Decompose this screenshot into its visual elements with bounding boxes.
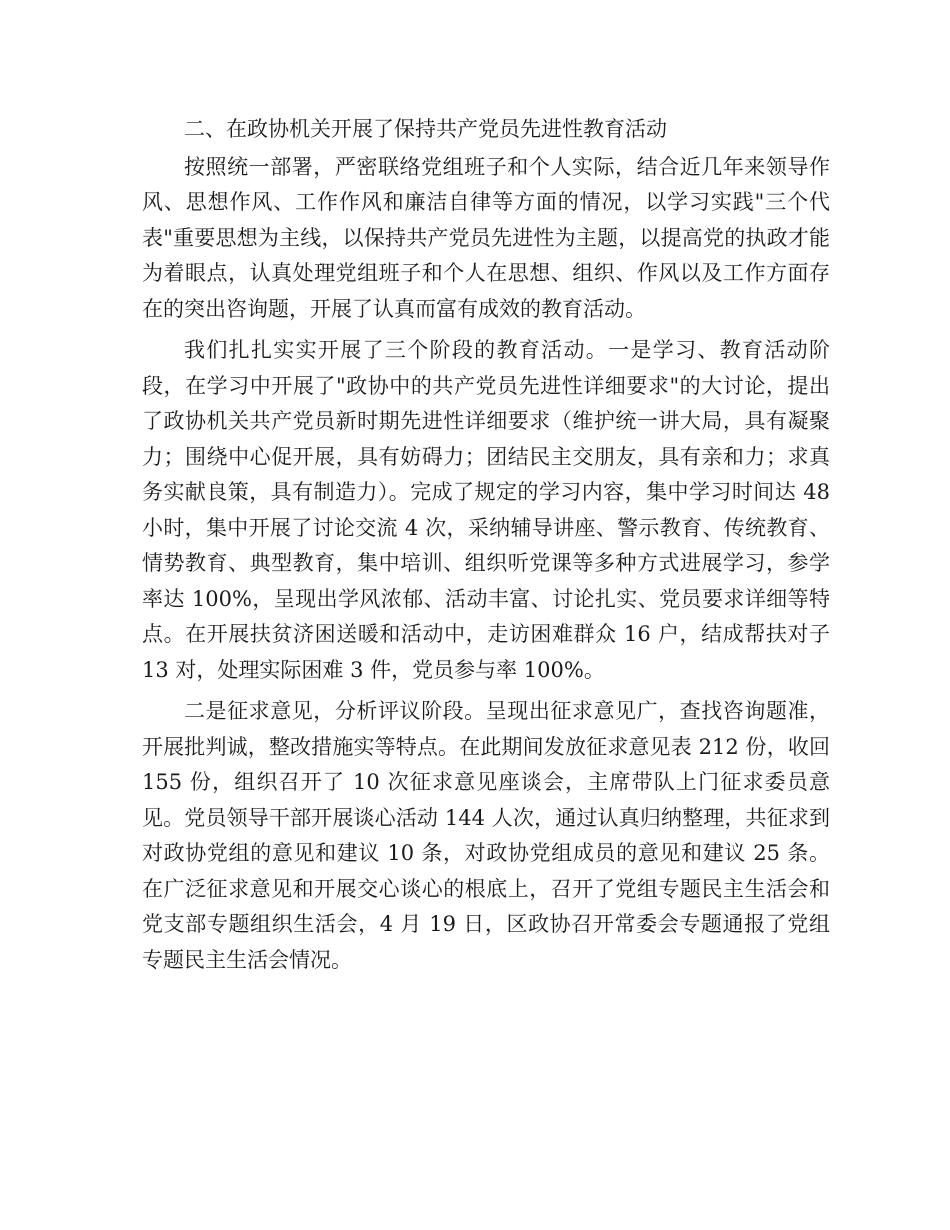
- paragraph-deployment: 按照统一部署，严密联络党组班子和个人实际，结合近几年来领导作风、思想作风、工作作风和廉洁自律等方面的情况，以学习实践"三个代表"重要思想为主线，以保持共产党员先进性为主题，以提高党的执政才能为着眼点，认真处理党组班子和个人在思想、组织、作风以及工作方面存在的突出咨询题，开展了认真而富有成效的教育活动。: [142, 154, 830, 321]
- document-body: [142, 112, 830, 984]
- paragraph-study-phase: 我们扎扎实实开展了三个阶段的教育活动。一是学习、教育活动阶段，在学习中开展了"政协中的共产党员先进性详细要求"的大讨论，提出了政协机关共产党员新时期先进性详细要求（维护统一讲大局，具有凝聚力；围绕中心促开展，具有妨碍力；团结民主交朋友，具有亲和力；求真务实献良策，具有制造力）。完成了规定的学习内容，集中学习时间达 48 小时，集中开展了讨论交流 4 次，采纳辅导讲座、警示教育、传统教育、情势教育、典型教育，集中培训、组织听党课等多种方式进展学习，参学率达 100%，呈现出学风浓郁、活动丰富、讨论扎实、党员要求详细等特点。在开展扶贫济困送暖和活动中，走访困难群众 16 户，结成帮扶对子 13 对，处理实际困难 3 件，党员参与率 100%。: [142, 338, 830, 682]
- paragraph-feedback-phase: 二是征求意见，分析评议阶段。呈现出征求意见广，查找咨询题准，开展批判诚，整改措施实等特点。在此期间发放征求意见表 212 份，收回 155 份，组织召开了 10 次征求意见座谈会，主席带队上门征求委员意见。党员领导干部开展谈心活动 144 人次，通过认真归纳整理，共征求到对政协党组的意见和建议 10 条，对政协党组成员的意见和建议 25 条。在广泛征求意见和开展交心谈心的根底上，召开了党组专题民主生活会和党支部专题组织生活会，4 月 19 日，区政协召开常委会专题通报了党组专题民主生活会情况。: [142, 699, 830, 972]
- section-heading: 二、在政协机关开展了保持共产党员先进性教育活动: [184, 117, 667, 141]
